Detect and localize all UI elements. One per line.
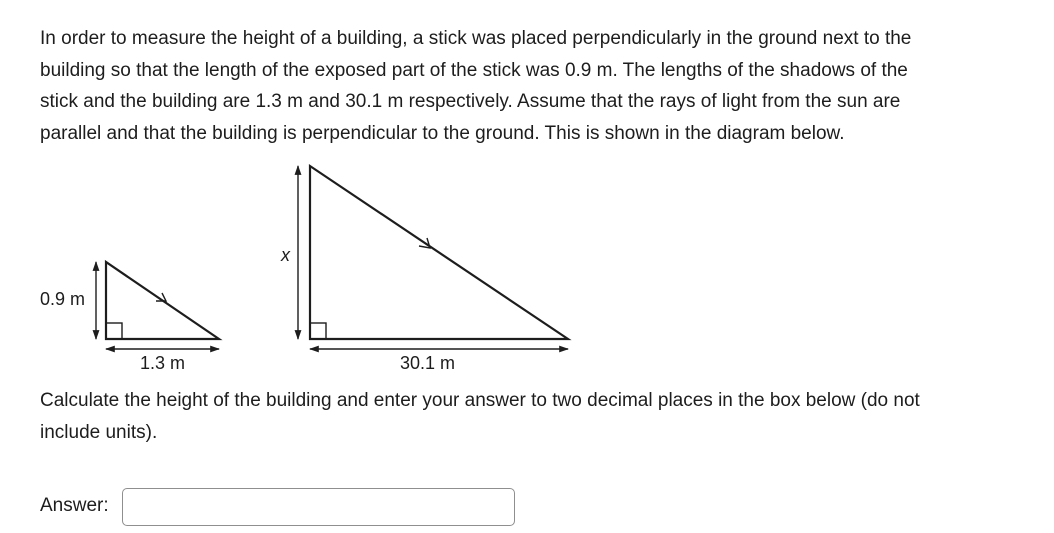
instruction-line-2: include units). bbox=[40, 421, 158, 443]
building-right-angle-marker bbox=[310, 323, 326, 339]
answer-input[interactable] bbox=[122, 488, 515, 526]
intro-line-2: building so that the length of the exposed part of the stick was 0.9 m. The lengths of the shadows of the bbox=[40, 59, 908, 81]
question-instruction bbox=[40, 385, 1040, 448]
stick-right-angle-marker bbox=[106, 323, 122, 339]
stick-triangle bbox=[40, 262, 219, 373]
intro-line-1: In order to measure the height of a building, a stick was placed perpendicularly in the ground next to the bbox=[40, 28, 912, 49]
building-triangle-shape bbox=[310, 166, 568, 339]
stick-shadow-label: 1.3 m bbox=[140, 353, 186, 373]
stick-height-label: 0.9 m bbox=[40, 289, 86, 309]
building-triangle bbox=[280, 166, 568, 373]
intro-line-3: stick and the building are 1.3 m and 30.1 m respectively. Assume that the rays of light from the sun are bbox=[40, 91, 901, 112]
building-shadow-label: 30.1 m bbox=[400, 353, 456, 373]
building-height-label: x bbox=[281, 245, 290, 265]
instruction-line-1: Calculate the height of the building and enter your answer to two decimal places in the box below (do not bbox=[40, 390, 920, 411]
intro-line-4: parallel and that the building is perpendicular to the ground. This is shown in the diagram below. bbox=[40, 122, 845, 144]
answer-label: Answer: bbox=[40, 495, 109, 516]
